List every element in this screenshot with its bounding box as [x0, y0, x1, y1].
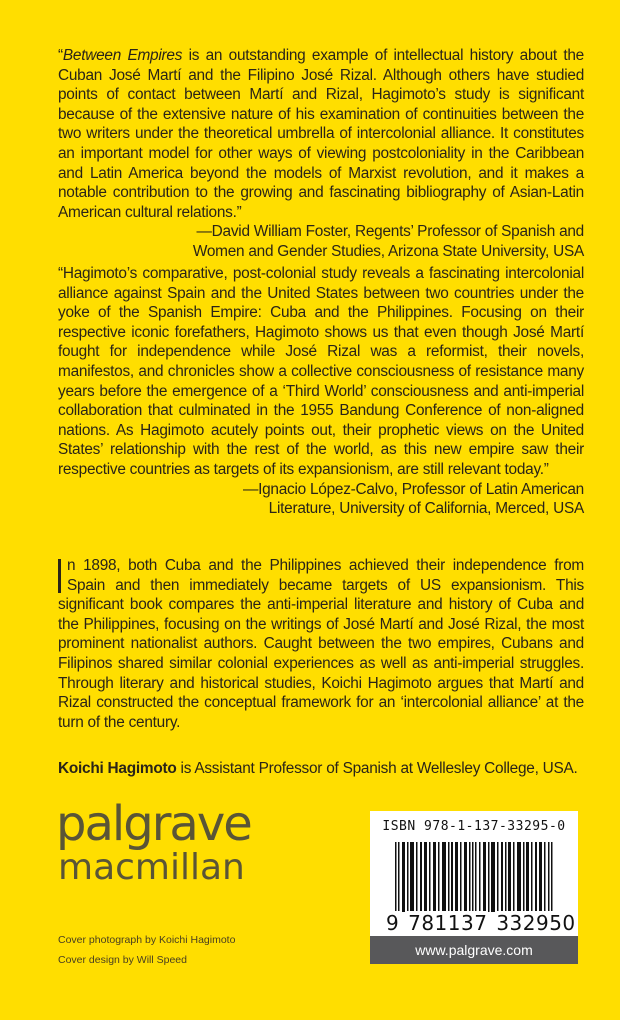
quote-attribution: —David William Foster, Regents’ Professor of Spanish and	[196, 223, 584, 241]
photo-credit: Cover photograph by Koichi Hagimoto	[58, 934, 236, 946]
quote-attribution-affiliation: Women and Gender Studies, Arizona State University, USA	[192, 242, 584, 260]
design-credit: Cover design by Will Speed	[58, 954, 187, 966]
review-quote-lopez-calvo	[58, 264, 584, 519]
book-description	[58, 556, 584, 732]
logo-line-macmillan: macmillan	[58, 847, 245, 888]
quote-text: “Between Empires is an outstanding example of intellectual history about the Cuban José Martí and the Filipino José Rizal. Although others have studied points of contact between Martí and Rizal, Hagimoto’s study is significant because of the extensive nature of his examination of continuities between the two writers under the theoretical umbrella of intercolonial alliance. It constitutes an important model for other ways of viewing postcoloniality in the Caribbean and Latin America beyond the models of Marxist revolution, and it makes a notable contribution to the growing and fascinating bibliography of Asian-Latin American cultural relations.”	[58, 47, 584, 221]
publisher-logo	[56, 796, 251, 888]
author-bio-text: is Assistant Professor of Spanish at Wellesley College, USA.	[176, 760, 578, 777]
author-name: Koichi Hagimoto	[58, 760, 177, 777]
description-text: n 1898, both Cuba and the Philippines achieved their independence from Spain and then immediately became targets of US expansionism. This significant book compares the anti-imperial literature and history of Cuba and the Philippines, focusing on the writings of José Martí and José Rizal, the most prominent nationalist authors. Caught between the two empires, Cubans and Filipinos shared similar colonial experiences as well as anti-imperial struggles. Through literary and historical studies, Koichi Hagimoto argues that Martí and Rizal constructed the conceptual framework for an ‘intercolonial alliance’ at the turn of the century.	[58, 557, 584, 731]
barcode-bars-icon	[395, 842, 555, 920]
publisher-url: www.palgrave.com	[370, 936, 578, 964]
isbn-barcode	[370, 811, 578, 964]
author-bio	[58, 759, 584, 779]
logo-line-palgrave: palgrave	[56, 796, 251, 852]
isbn-label: ISBN 978-1-137-33295-0	[382, 819, 566, 834]
barcode-digits: 9 781137 332950	[386, 911, 576, 935]
dropcap-bar-icon	[58, 559, 61, 593]
cover-credits	[58, 930, 235, 970]
quote-attribution: —Ignacio López-Calvo, Professor of Latin American	[242, 480, 584, 498]
review-quote-foster	[58, 46, 584, 262]
quote-text: “Hagimoto’s comparative, post-colonial study reveals a fascinating intercolonial alliance against Spain and the United States between two countries under the yoke of the Spanish Empire: Cuba and the Philippines. Focusing on their respective iconic forefathers, Hagimoto shows us that even though José Martí fought for independence while José Rizal was a reformist, their novels, manifestos, and chronicles show a collective consciousness of resistance many years before the emergence of a ‘Third World’ consciousness and anti-imperial collaboration that culminated in the 1955 Bandung Conference of non-aligned nations. As Hagimoto acutely points out, their prophetic views on the United States’ relationship with the rest of the world, as this new empire saw their respective countries as targets of its expansionism, are still relevant today.”	[58, 265, 584, 478]
book-title: Between Empires	[62, 47, 183, 64]
quote-attribution-affiliation: Literature, University of California, Merced, USA	[268, 500, 584, 518]
